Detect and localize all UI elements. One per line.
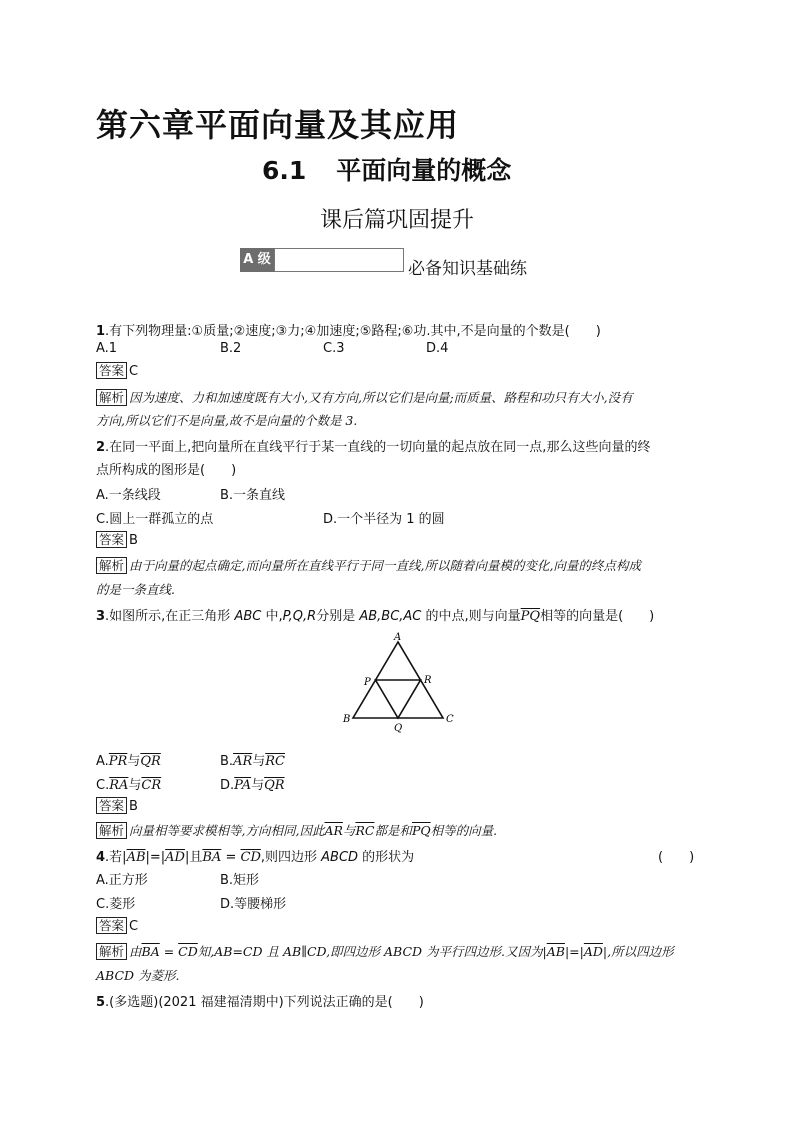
vector: $\overline{AD}$ [165,850,185,865]
label-c: C [446,714,454,725]
option-d: D.一个半径为 1 的圆 [323,512,445,527]
question-number: 3 [96,609,106,624]
text: 与 [127,754,141,769]
vector: $\overline{PQ}$ [411,823,431,838]
answer-1 [96,362,138,379]
explain-4-line2: ABCD 为菱形. [96,968,180,983]
explain-1-line2: 方向,所以它们不是向量,故不是向量的个数是 3. [96,413,358,428]
option-b [220,750,285,769]
text: |且 [184,850,203,865]
answer-tag: 答案 [96,917,127,934]
explain-tag: 解析 [96,943,127,960]
question-number: 5 [96,995,106,1010]
text: |,所以四边形 [602,944,674,959]
option-d [220,774,285,793]
question-text: .在同一平面上,把向量所在直线平行于某一直线的一切向量的起点放在同一点,那么这些向量的终 [105,440,651,455]
vector: $\overline{AD}$ [583,944,603,959]
vector: $\overline{PR}$ [108,754,128,769]
text: .如图所示,在正三角形 [105,609,235,624]
text: 向量相等要求模相等,方向相同,因此 [129,823,325,838]
text: 的中点,则与向量 [421,609,521,624]
level-bar [274,248,404,272]
text: = [221,850,241,865]
text: 的形状为 [358,850,415,865]
section-name: 平面向量的概念 [336,156,512,185]
text: ABCD [321,850,359,865]
explain-2-line2: 的是一条直线. [96,582,175,597]
option-c: C.菱形 [96,897,136,912]
section-number: 6.1 [262,156,307,185]
text: B. [220,754,234,769]
option-a: A.1 [96,341,118,356]
text: 与 [251,778,265,793]
vector: $\overline{RA}$ [109,778,129,793]
explain-tag: 解析 [96,557,127,574]
text: AB,BC,AC [359,609,422,624]
vector: $\overline{BA}$ [141,944,160,959]
option-d: D.4 [426,341,449,356]
vector: $\overline{AR}$ [324,823,343,838]
option-a [96,750,161,769]
vector: $\overline{QR}$ [140,754,161,769]
label-a: A [394,632,402,643]
option-a: A.一条线段 [96,488,161,503]
label-b: B [343,714,351,725]
vector: $\overline{CD}$ [178,944,198,959]
section-title [262,151,511,187]
explain-2 [96,556,641,574]
question-number: 1 [96,324,106,339]
vector: $\overline{CR}$ [141,778,162,793]
vector: $\overline{PQ}$ [520,609,541,624]
text: 都是和 [374,823,412,838]
label-r: R [424,675,432,686]
option-c: C.圆上一群孤立的点 [96,512,214,527]
explain-tag: 解析 [96,822,127,839]
vector: $\overline{RC}$ [265,754,286,769]
question-2 [96,436,650,455]
answer-3 [96,797,138,814]
text: |=| [145,850,166,865]
question-text: .(多选题)(2021 福建福清期中)下列说法正确的是( ) [105,995,424,1010]
answer-value: C [129,919,139,934]
vector: $\overline{CD}$ [240,850,261,865]
text: 与 [128,778,142,793]
vector: $\overline{AB}$ [546,944,565,959]
explain-text: 由于向量的起点确定,而向量所在直线平行于同一直线,所以随着向量模的变化,向量的终点构成 [129,558,641,573]
answer-value: C [129,364,139,379]
answer-paren: ( ) [658,850,695,865]
label-q: Q [394,723,403,734]
option-b: B.一条直线 [220,488,286,503]
text: 由 [129,944,142,959]
vector: $\overline{AR}$ [233,754,253,769]
explain-tag: 解析 [96,389,127,406]
question-text: .有下列物理量:①质量;②速度;③力;④加速度;⑤路程;⑥功.其中,不是向量的个数是( ) [105,324,601,339]
text: 中, [261,609,283,624]
text: .若| [105,850,127,865]
question-1 [96,320,601,339]
answer-value: B [129,799,138,814]
vector: $\overline{RC}$ [355,823,375,838]
text: D. [220,778,235,793]
text: |=| [564,944,584,959]
question-5 [96,991,424,1010]
triangle-figure [340,630,460,740]
text: C. [96,778,110,793]
answer-tag: 答案 [96,531,127,548]
level-badge: A 级 [240,248,274,272]
chapter-title: 第六章平面向量及其应用 [96,106,460,144]
option-b: B.矩形 [220,873,260,888]
question-4 [96,846,414,865]
text: 相等的向量是( ) [540,609,655,624]
text: = [159,944,179,959]
option-a: A.正方形 [96,873,148,888]
option-c [96,774,161,793]
question-number: 4 [96,850,106,865]
text: A. [96,754,109,769]
subtitle: 课后篇巩固提升 [319,208,474,233]
explain-4 [96,942,674,960]
question-2-line2: 点所构成的图形是( ) [96,463,237,478]
vector: $\overline{BA}$ [202,850,222,865]
explain-text: 因为速度、力和加速度既有大小,又有方向,所以它们是向量;而质量、路程和功只有大小,没有 [129,390,633,405]
level-title: 必备知识基础练 [408,259,527,279]
answer-tag: 答案 [96,797,127,814]
label-p: P [364,677,371,688]
text: 分别是 [316,609,360,624]
question-3 [96,605,654,624]
answer-tag: 答案 [96,362,127,379]
answer-4 [96,917,138,934]
text: 知,AB=CD 且 AB∥CD,即四边形 ABCD 为平行四边形.又因为| [197,944,547,959]
option-b: B.2 [220,341,242,356]
vector: $\overline{QR}$ [264,778,285,793]
question-number: 2 [96,440,106,455]
text: 相等的向量. [430,823,498,838]
text: P,Q,R [282,609,317,624]
text: 与 [252,754,266,769]
answer-2 [96,531,138,548]
text: ,则四边形 [260,850,322,865]
answer-value: B [129,533,138,548]
inner-triangle [376,680,421,718]
vector: $\overline{PA}$ [234,778,252,793]
explain-1 [96,388,633,406]
text: 与 [342,823,356,838]
vector: $\overline{AB}$ [126,850,146,865]
text: ABC [234,609,262,624]
option-d: D.等腰梯形 [220,897,287,912]
option-c: C.3 [323,341,345,356]
explain-3 [96,821,497,839]
